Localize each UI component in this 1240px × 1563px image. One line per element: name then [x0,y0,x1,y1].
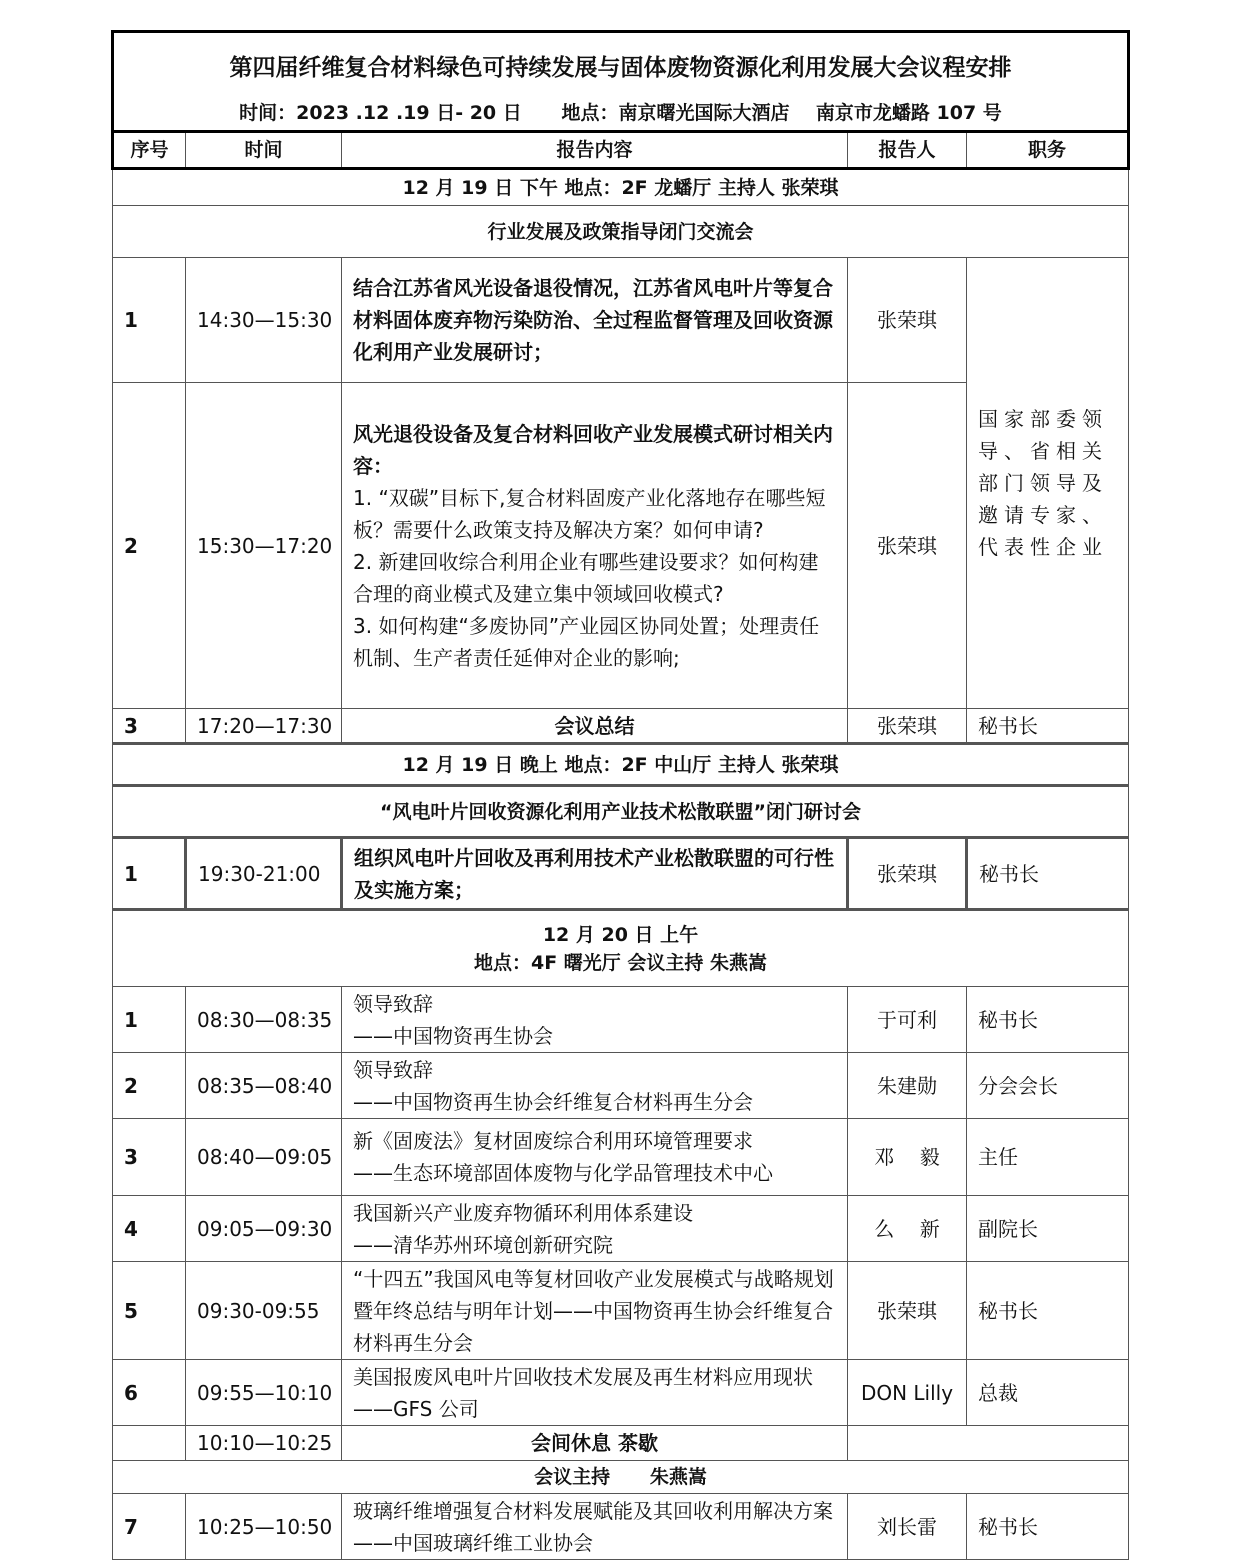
column-header-role: 职务 [967,132,1129,169]
row-number [113,1426,186,1461]
row-content [342,1119,848,1196]
row-time: 09:30-09:55 [186,1262,342,1360]
row-number: 2 [113,1053,186,1119]
row-role: 分会会长 [967,1053,1129,1119]
row-number: 3 [113,1119,186,1196]
table-row [113,1119,1129,1196]
row-content: 会议总结 [342,709,848,744]
row-content [342,987,848,1053]
row-content: 组织风电叶片回收及再利用技术产业松散联盟的可行性及实施方案； [342,838,848,910]
row-number: 7 [113,1494,186,1560]
column-header-speaker: 报告人 [848,132,967,169]
row-time: 19:30-21:00 [186,838,342,910]
agenda-document [111,30,1129,1560]
table-row [113,258,1129,383]
table-row [113,1426,1129,1461]
row-content [342,1196,848,1262]
row-time: 08:40—09:05 [186,1119,342,1196]
content-title: 风光退役设备及复合材料回收产业发展模式研讨相关内容： [353,421,833,478]
row-time: 10:10—10:25 [186,1426,342,1461]
content-line: 领导致辞 [353,1057,433,1082]
section-heading-location: 地点：4F 曙光厅 会议主持 朱燕嵩 [473,951,768,974]
page-title: 第四届纤维复合材料绿色可持续发展与固体废物资源化利用发展大会议程安排 [229,55,1012,81]
break-empty-cell [848,1426,1129,1461]
row-number: 4 [113,1196,186,1262]
row-time: 14:30—15:30 [186,258,342,383]
row-number: 1 [113,987,186,1053]
row-speaker: 邓 毅 [848,1119,967,1196]
row-number: 1 [113,258,186,383]
row-role: 秘书长 [967,1494,1129,1560]
row-role: 副院长 [967,1196,1129,1262]
row-speaker: 于可利 [848,987,967,1053]
row-role: 主任 [967,1119,1129,1196]
row-time: 09:55—10:10 [186,1360,342,1426]
row-time: 15:30—17:20 [186,383,342,709]
column-header-time: 时间 [186,132,342,169]
table-row [113,1360,1129,1426]
row-speaker: 张荣琪 [848,838,967,910]
row-content: “十四五”我国风电等复材回收产业发展模式与战略规划暨年终总结与明年计划——中国物资再生协会纤维复合材料再生分会 [342,1262,848,1360]
section-heading [113,910,1129,987]
row-speaker: 么 新 [848,1196,967,1262]
row-time: 08:35—08:40 [186,1053,342,1119]
table-row [113,1196,1129,1262]
row-number: 1 [113,838,186,910]
table-row [113,1262,1129,1360]
section-heading-date: 12 月 20 日 上午 [542,923,699,946]
content-line: 我国新兴产业废弃物循环利用体系建设 [353,1200,693,1225]
row-content [342,383,848,709]
content-line: ——中国物资再生协会 [353,1023,553,1048]
table-row [113,1494,1129,1560]
row-role: 秘书长 [967,709,1129,744]
row-role: 总裁 [967,1360,1129,1426]
row-time: 17:20—17:30 [186,709,342,744]
content-item: 1. “双碳”目标下,复合材料固废产业化落地存在哪些短板？需要什么政策支持及解决方案？如何申请? [353,485,826,542]
content-line: 领导致辞 [353,991,433,1016]
section-heading: 12 月 19 日 晚上 地点：2F 中山厅 主持人 张荣琪 [113,744,1129,786]
row-number: 6 [113,1360,186,1426]
row-number: 2 [113,383,186,709]
section-subheading: 行业发展及政策指导闭门交流会 [113,206,1129,258]
content-line: ——生态环境部固体废物与化学品管理技术中心 [353,1161,773,1185]
row-number: 5 [113,1262,186,1360]
content-line: 新《固废法》复材固废综合利用环境管理要求 [353,1129,753,1153]
row-speaker: 张荣琪 [848,383,967,709]
agenda-table [111,30,1130,1560]
row-role: 秘书长 [967,838,1129,910]
column-header-no: 序号 [113,132,186,169]
merged-role-text: 国家部委领导、省相关部门领导及邀请专家、代表性企业 [978,407,1108,559]
row-time: 08:30—08:35 [186,987,342,1053]
row-role [967,258,1129,709]
row-content: 玻璃纤维增强复合材料发展赋能及其回收利用解决方案——中国玻璃纤维工业协会 [342,1494,848,1560]
table-row [113,987,1129,1053]
host-line: 会议主持 朱燕嵩 [113,1461,1129,1494]
event-time-location: 时间：2023 .12 .19 日- 20 日 地点：南京曙光国际大酒店 南京市龙蟠路 107 号 [239,102,1002,124]
row-speaker: 朱建勋 [848,1053,967,1119]
break-label: 会间休息 茶歇 [342,1426,848,1461]
row-speaker: 张荣琪 [848,709,967,744]
content-line: ——中国物资再生协会纤维复合材料再生分会 [353,1089,753,1114]
row-speaker: 张荣琪 [848,258,967,383]
row-speaker: 刘长雷 [848,1494,967,1560]
row-content: 美国报废风电叶片回收技术发展及再生材料应用现状——GFS 公司 [342,1360,848,1426]
row-time: 10:25—10:50 [186,1494,342,1560]
content-item: 2. 新建回收综合利用企业有哪些建设要求？如何构建合理的商业模式及建立集中领域回收模式? [353,549,819,606]
row-speaker: DON Lilly [848,1360,967,1426]
row-role: 秘书长 [967,1262,1129,1360]
content-line: ——清华苏州环境创新研究院 [353,1232,613,1257]
table-row [113,838,1129,910]
row-content [342,1053,848,1119]
column-header-content: 报告内容 [342,132,848,169]
row-role: 秘书长 [967,987,1129,1053]
row-content: 结合江苏省风光设备退役情况，江苏省风电叶片等复合材料固体废弃物污染防治、全过程监督管理及回收资源化利用产业发展研讨； [342,258,848,383]
row-time: 09:05—09:30 [186,1196,342,1262]
section-heading: 12 月 19 日 下午 地点：2F 龙蟠厅 主持人 张荣琪 [113,169,1129,206]
table-row [113,709,1129,744]
table-row [113,1053,1129,1119]
content-item: 3. 如何构建“多废协同”产业园区协同处置；处理责任机制、生产者责任延伸对企业的影响; [353,613,820,670]
section-subheading: “风电叶片回收资源化利用产业技术松散联盟”闭门研讨会 [113,786,1129,838]
row-speaker: 张荣琪 [848,1262,967,1360]
row-number: 3 [113,709,186,744]
